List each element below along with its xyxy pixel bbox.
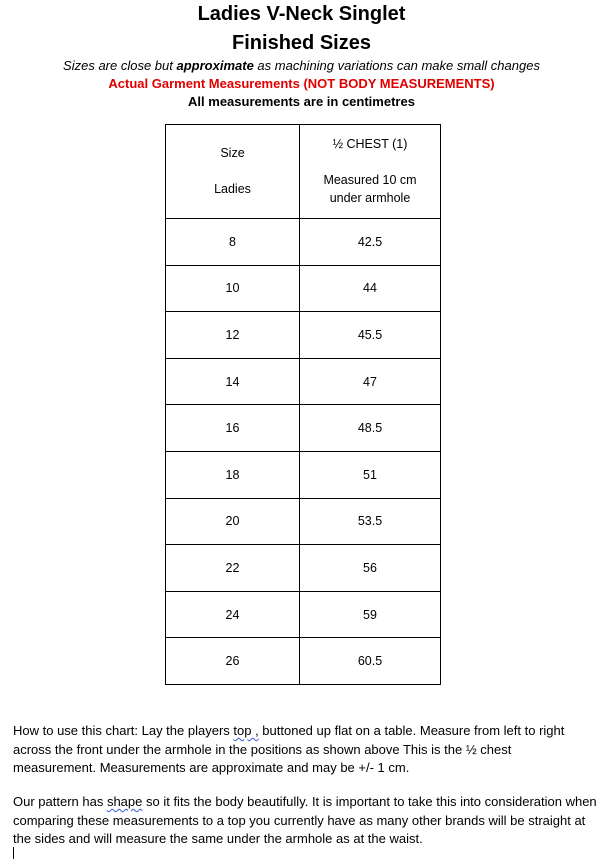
header-size-cell: [166, 125, 300, 219]
fit-text-end: so it fits the body beautifully. It is important to take this into consideration when comparing these measurements to a top you currently have as many other brands will be straight at the sides and will measure the same under the armhole as at the waist.: [13, 794, 597, 846]
size-cell: 18: [166, 451, 300, 498]
size-cell: 14: [166, 358, 300, 405]
size-cell: 26: [166, 638, 300, 685]
fit-paragraph: [13, 793, 598, 849]
size-table: [165, 124, 441, 685]
chest-cell: 59: [300, 591, 441, 638]
size-cell: 24: [166, 591, 300, 638]
chest-cell: 47: [300, 358, 441, 405]
chest-cell: 42.5: [300, 219, 441, 266]
table-row: [166, 591, 441, 638]
chest-cell: 48.5: [300, 405, 441, 452]
table-row: [166, 451, 441, 498]
size-cell: 16: [166, 405, 300, 452]
table-row: [166, 358, 441, 405]
usage-text-start: How to use this chart: Lay the players: [13, 723, 234, 738]
text-cursor: [13, 847, 14, 859]
table-row: [166, 312, 441, 359]
chest-cell: 60.5: [300, 638, 441, 685]
table-row: [166, 265, 441, 312]
table-row: [166, 219, 441, 266]
usage-text-end: buttoned up flat on a table. Measure from left to right across the front under the armhole in the positions as shown above This is the ½ chest measurement. Measurements are approximate and may be +/- 1 cm.: [13, 723, 565, 775]
note-prefix: Sizes are close but: [63, 58, 177, 73]
size-cell: 8: [166, 219, 300, 266]
warning-note: Actual Garment Measurements (NOT BODY MEASUREMENTS): [108, 76, 495, 91]
chest-cell: 45.5: [300, 312, 441, 359]
table-row: [166, 638, 441, 685]
usage-text-flagged: top ,: [233, 723, 259, 738]
table-row: [166, 498, 441, 545]
fit-text-start: Our pattern has: [13, 794, 107, 809]
header-measured-label: Measured 10 cm under armhole: [323, 172, 417, 205]
size-cell: 22: [166, 545, 300, 592]
size-cell: 12: [166, 312, 300, 359]
note-suffix: as machining variations can make small changes: [253, 58, 540, 73]
title-line-2: Finished Sizes: [232, 32, 371, 54]
table-row: [166, 545, 441, 592]
header-chest-label: ½ CHEST (1): [332, 136, 408, 151]
approximate-note: [0, 57, 603, 74]
chest-cell: 53.5: [300, 498, 441, 545]
header-size-label: Size: [220, 145, 245, 160]
table-row: [166, 405, 441, 452]
table-header-row: [166, 125, 441, 219]
fit-text-flagged: shape: [106, 794, 143, 809]
header-chest-cell: [300, 125, 441, 219]
size-cell: 20: [166, 498, 300, 545]
chest-cell: 44: [300, 265, 441, 312]
usage-paragraph: [13, 722, 598, 778]
title-line-1: Ladies V-Neck Singlet: [197, 3, 406, 25]
size-cell: 10: [166, 265, 300, 312]
units-note: All measurements are in centimetres: [188, 94, 415, 109]
chest-cell: 51: [300, 451, 441, 498]
chest-cell: 56: [300, 545, 441, 592]
note-bold: approximate: [176, 58, 254, 73]
header-ladies-label: Ladies: [214, 181, 251, 196]
